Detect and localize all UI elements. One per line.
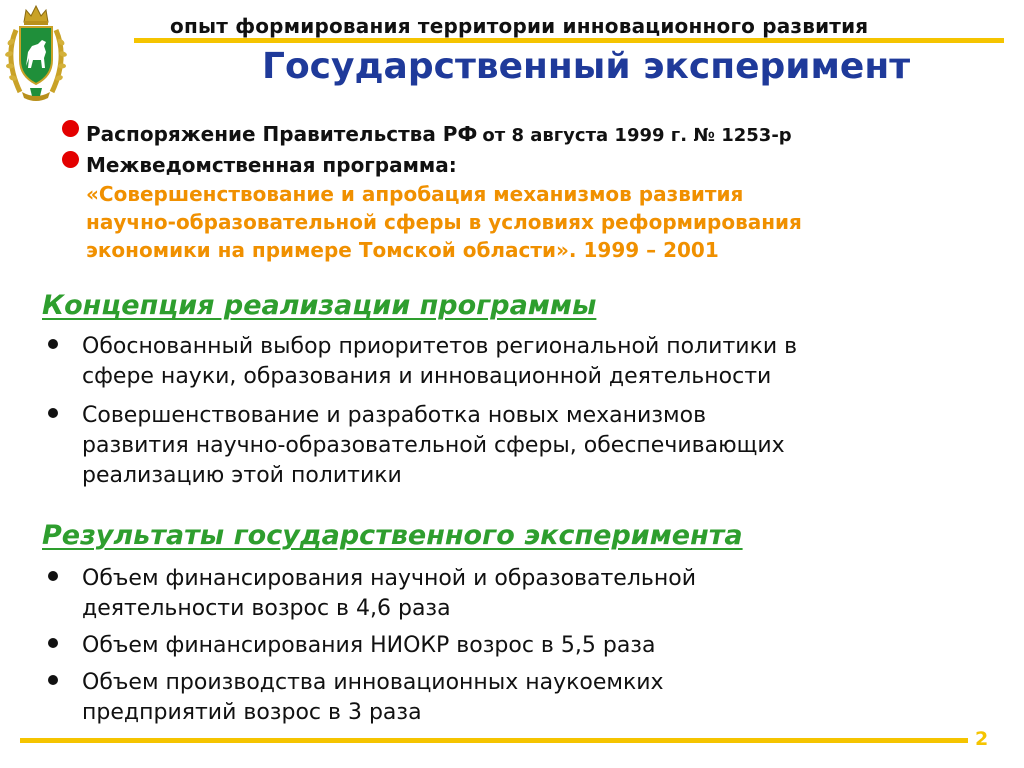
bullet-marker <box>48 339 58 349</box>
results-item-line: Объем финансирования НИОКР возрос в 5,5 раза <box>82 633 656 658</box>
decree-line <box>86 122 792 146</box>
results-item-line: деятельности возрос в 4,6 раза <box>82 596 451 621</box>
page-number: 2 <box>975 728 989 750</box>
program-title-line: экономики на примере Томской области». 1999 – 2001 <box>86 238 719 262</box>
concept-item-line: Совершенствование и разработка новых механизмов <box>82 403 707 428</box>
concept-heading: Концепция реализации программы <box>42 290 597 321</box>
program-title-line: «Совершенствование и апробация механизмов развития <box>86 182 744 206</box>
bullet-marker <box>62 120 79 137</box>
concept-item-line: реализацию этой политики <box>82 463 402 488</box>
coat-of-arms-icon <box>2 0 70 108</box>
results-item-line: Объем производства инновационных наукоемких <box>82 670 664 695</box>
footer-accent-bar <box>20 738 968 743</box>
results-item-line: предприятий возрос в 3 раза <box>82 700 422 725</box>
bullet-marker <box>48 638 58 648</box>
bullet-marker <box>48 675 58 685</box>
program-label: Межведомственная программа: <box>86 153 457 177</box>
results-heading: Результаты государственного эксперимента <box>42 520 743 551</box>
concept-item-line: Обоснованный выбор приоритетов региональной политики в <box>82 334 798 359</box>
results-item-line: Объем финансирования научной и образовательной <box>82 566 696 591</box>
bullet-marker <box>48 408 58 418</box>
header-accent-bar <box>80 38 1004 43</box>
concept-item-line: сфере науки, образования и инновационной деятельности <box>82 364 772 389</box>
header-subtitle: опыт формирования территории инновационного развития <box>170 14 869 38</box>
decree-detail: от 8 августа 1999 г. № 1253-р <box>482 125 792 146</box>
program-title-line: научно-образовательной сферы в условиях реформирования <box>86 210 802 234</box>
bullet-marker <box>48 571 58 581</box>
page-title: Государственный эксперимент <box>262 46 911 87</box>
decree-label: Распоряжение Правительства РФ <box>86 122 478 146</box>
bullet-marker <box>62 151 79 168</box>
header-accent-gap <box>80 38 134 43</box>
concept-item-line: развития научно-образовательной сферы, обеспечивающих <box>82 433 785 458</box>
